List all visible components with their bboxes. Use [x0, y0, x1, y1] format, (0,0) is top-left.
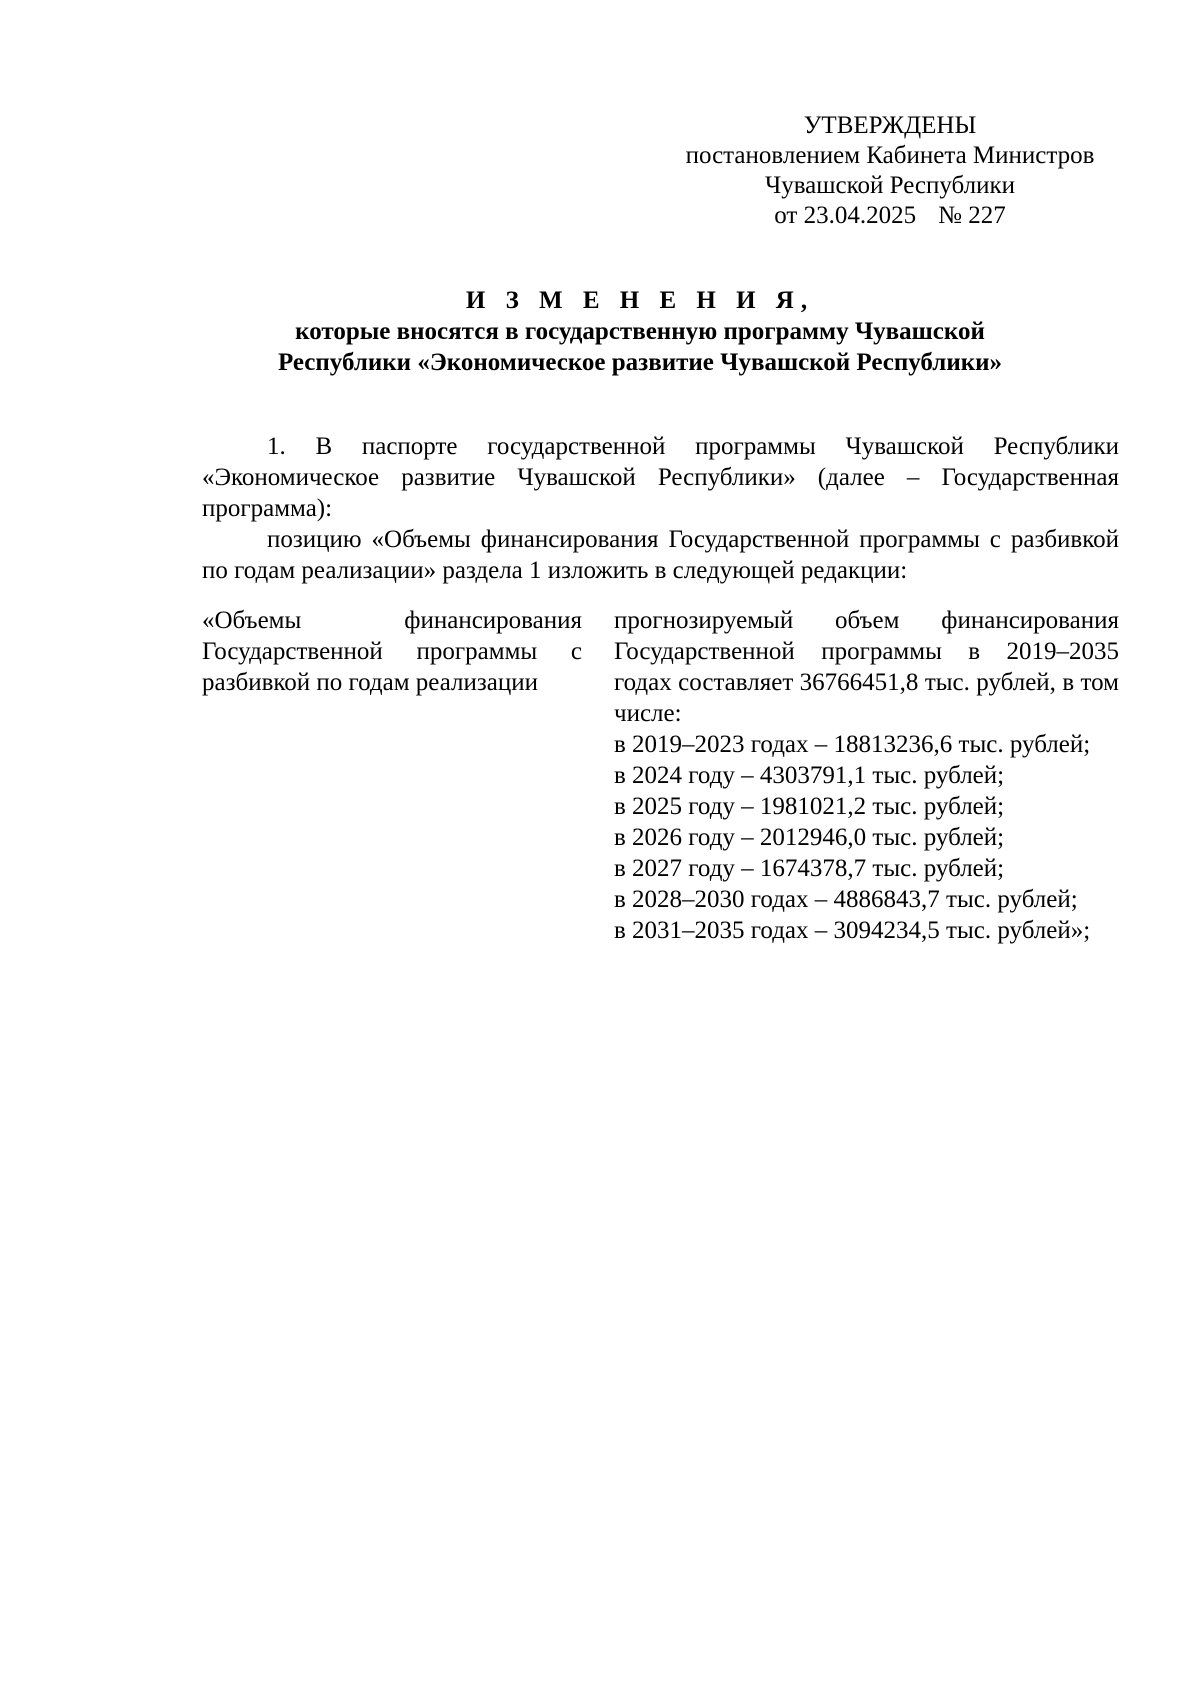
approval-date: от 23.04.2025: [774, 202, 917, 229]
financing-item: в 2024 году – 4303791,1 тыс. рублей;: [614, 762, 1005, 789]
approval-number: № 227: [938, 202, 1006, 229]
financing-item: в 2025 году – 1981021,2 тыс. рублей;: [614, 793, 1005, 820]
document-body: [202, 431, 1119, 586]
financing-item: в 2031–2035 годах – 3094234,5 тыс. рублей»;: [614, 917, 1091, 944]
approval-title: УТВЕРЖДЕНЫ: [803, 112, 977, 139]
financing-intro: прогнозируемый объем финансирования Государственной программы в 2019–2035 годах составляет 36766451,8 тыс. рублей, в том числе:: [614, 607, 1119, 727]
financing-details: [614, 605, 1119, 946]
approval-issuer: постановлением Кабинета Министров: [685, 142, 1095, 169]
financing-item: в 2028–2030 годах – 4886843,7 тыс. рублей;: [614, 886, 1078, 913]
financing-item: в 2027 году – 1674378,7 тыс. рублей;: [614, 855, 1005, 882]
document-heading: [140, 285, 1140, 378]
approval-date-number: [660, 201, 1120, 231]
approval-stamp: [660, 111, 1120, 231]
financing-item: в 2026 году – 2012946,0 тыс. рублей;: [614, 824, 1005, 851]
financing-item: в 2019–2023 годах – 18813236,6 тыс. рублей;: [614, 731, 1091, 758]
body-paragraph-2: позицию «Объемы финансирования Государственной программы с разбивкой по годам реализации» раздела 1 изложить в следующей редакции:: [202, 526, 1119, 584]
approval-republic: Чувашской Республики: [764, 172, 1016, 199]
document-subtitle-line1: которые вносятся в государственную программу Чувашской: [295, 318, 985, 345]
document-subtitle-line2: Республики «Экономическое развитие Чувашской Республики»: [277, 349, 1003, 376]
body-paragraph-1: 1. В паспорте государственной программы Чувашской Республики «Экономическое развитие Чувашской Республики» (далее – Государственная программа):: [202, 433, 1119, 522]
financing-label: «Объемы финансирования Государственной программы с разбивкой по годам реализации: [202, 607, 582, 696]
document-title: И З М Е Н Е Н И Я,: [465, 287, 815, 314]
